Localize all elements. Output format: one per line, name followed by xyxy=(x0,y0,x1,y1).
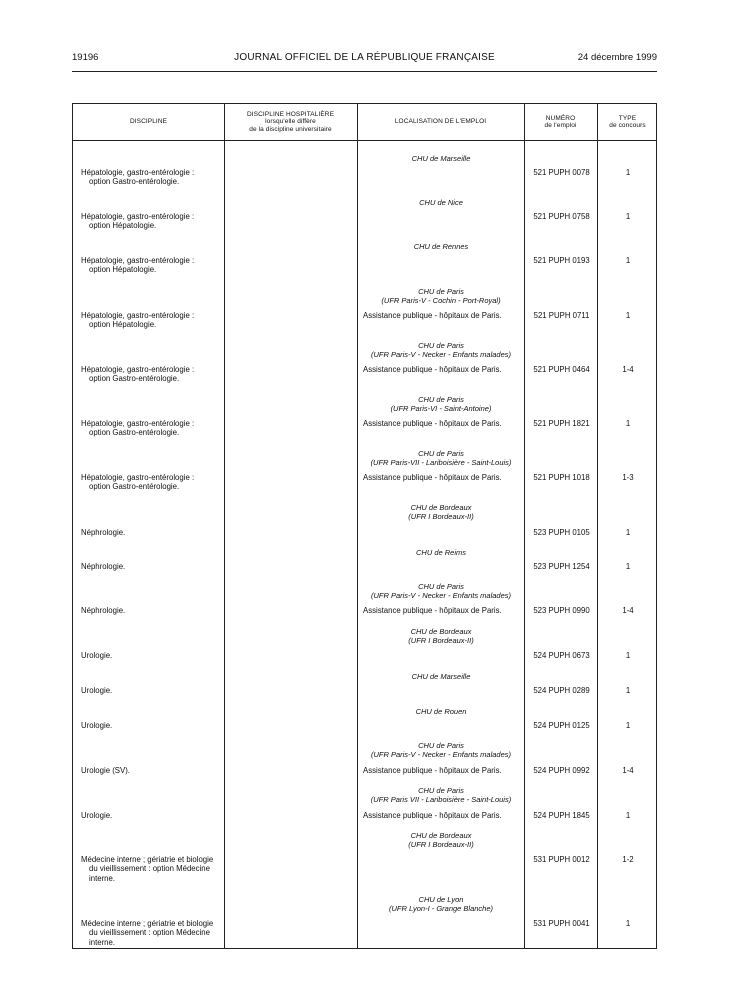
disc1-text: Néphrologie. xyxy=(81,528,126,537)
competition-type xyxy=(598,606,658,615)
loc2-text: (UFR Paris-V - Cochin - Port-Royal) xyxy=(381,296,501,305)
type-text: 1 xyxy=(625,811,631,820)
num-text: 531 PUPH 0012 xyxy=(533,855,590,864)
discipline-cell xyxy=(81,562,225,571)
localisation-heading xyxy=(358,503,524,521)
competition-type xyxy=(598,365,658,374)
discipline-cell xyxy=(81,528,225,537)
disc1-text: Néphrologie. xyxy=(81,606,126,615)
loc2-text: (UFR Paris-VI - Saint-Antoine) xyxy=(390,404,492,413)
loc2-text: (UFR Paris-VII - Lariboisière - Saint-Louis) xyxy=(370,458,512,467)
discipline-cell xyxy=(81,919,225,947)
loc1-text: CHU de Paris xyxy=(418,449,464,458)
num-text: 523 PUPH 0105 xyxy=(533,528,590,537)
discipline-cell xyxy=(81,855,225,883)
discipline-cell xyxy=(81,256,225,275)
loc2-text: (UFR Paris VII - Lariboisière - Saint-Louis) xyxy=(370,795,512,804)
localisation-body xyxy=(363,766,525,775)
job-number xyxy=(525,528,598,537)
job-number xyxy=(525,855,598,864)
column-header-type: TYPE de concours xyxy=(609,114,646,129)
job-number xyxy=(525,365,598,374)
localisation-heading xyxy=(358,198,524,207)
competition-type xyxy=(598,212,658,221)
loc1-text: CHU de Paris xyxy=(418,287,464,296)
localisation-heading xyxy=(358,741,524,759)
disc1-text: Urologie. xyxy=(81,686,113,695)
loc1-text: CHU de Marseille xyxy=(411,672,471,681)
localisation-heading xyxy=(358,582,524,600)
localisation-body xyxy=(363,473,525,482)
page-number: 19196 xyxy=(72,52,99,63)
job-number xyxy=(525,168,598,177)
disc1-text: Hépatologie, gastro-entérologie : xyxy=(81,365,195,374)
localisation-heading xyxy=(358,449,524,467)
loc1-text: CHU de Marseille xyxy=(411,154,471,163)
localisation-body xyxy=(363,811,525,820)
localisation-heading xyxy=(358,707,524,716)
job-number xyxy=(525,919,598,928)
loc1-text: CHU de Nice xyxy=(419,198,463,207)
disc2-text: option Gastro-entérologie. xyxy=(89,428,180,438)
column-divider xyxy=(357,104,358,948)
discipline-cell xyxy=(81,811,225,820)
page-header xyxy=(72,52,657,68)
job-number xyxy=(525,606,598,615)
loc1-text: CHU de Rennes xyxy=(413,242,469,251)
loc1-text: CHU de Lyon xyxy=(418,895,464,904)
positions-table xyxy=(72,103,657,949)
num-text: 521 PUPH 0758 xyxy=(533,212,590,221)
type-text: 1 xyxy=(625,256,631,265)
job-number xyxy=(525,811,598,820)
type-text: 1-2 xyxy=(622,855,634,864)
loc1-text: CHU de Paris xyxy=(418,741,464,750)
disc2-text: option Hépatologie. xyxy=(89,221,157,231)
localisation-heading xyxy=(358,895,524,913)
loc2-text: (UFR Lyon-I - Grange Blanche) xyxy=(388,904,494,913)
job-number xyxy=(525,651,598,660)
num-text: 521 PUPH 0193 xyxy=(533,256,590,265)
body-text: Assistance publique - hôpitaux de Paris. xyxy=(363,606,502,615)
discipline-cell xyxy=(81,766,225,775)
loc2-text: (UFR I Bordeaux-II) xyxy=(408,512,474,521)
type-text: 1-4 xyxy=(622,365,634,374)
disc2-text: option Hépatologie. xyxy=(89,320,157,330)
body-text: Assistance publique - hôpitaux de Paris. xyxy=(363,766,502,775)
competition-type xyxy=(598,721,658,730)
discipline-cell xyxy=(81,212,225,231)
body-text: Assistance publique - hôpitaux de Paris. xyxy=(363,473,502,482)
type-text: 1 xyxy=(625,419,631,428)
disc2-text: option Gastro-entérologie. xyxy=(89,374,180,384)
job-number xyxy=(525,212,598,221)
localisation-heading xyxy=(358,627,524,645)
discipline-cell xyxy=(81,168,225,187)
loc1-text: CHU de Paris xyxy=(418,582,464,591)
competition-type xyxy=(598,811,658,820)
type-text: 1-4 xyxy=(622,606,634,615)
body-text: Assistance publique - hôpitaux de Paris. xyxy=(363,311,502,320)
num-text: 524 PUPH 0289 xyxy=(533,686,590,695)
localisation-heading xyxy=(358,548,524,557)
job-number xyxy=(525,311,598,320)
column-header-discipline-hospitaliere: DISCIPLINE HOSPITALIÈRE lorsqu'elle diffère de la discipline universitaire xyxy=(246,110,335,133)
competition-type xyxy=(598,919,658,928)
column-divider xyxy=(524,104,525,948)
job-number xyxy=(525,419,598,428)
localisation-body xyxy=(363,419,525,428)
body-text: Assistance publique - hôpitaux de Paris. xyxy=(363,419,502,428)
disc3-text: interne. xyxy=(89,937,116,947)
job-number xyxy=(525,256,598,265)
localisation-body xyxy=(363,311,525,320)
disc2-text: option Gastro-entérologie. xyxy=(89,177,180,187)
type-text: 1 xyxy=(625,311,631,320)
type-text: 1-4 xyxy=(622,766,634,775)
disc1-text: Urologie. xyxy=(81,721,113,730)
disc1-text: Urologie. xyxy=(81,811,113,820)
num-text: 523 PUPH 1254 xyxy=(533,562,590,571)
header-rule xyxy=(72,71,657,72)
num-text: 524 PUPH 0125 xyxy=(533,721,590,730)
disc1-text: Hépatologie, gastro-entérologie : xyxy=(81,419,195,428)
competition-type xyxy=(598,419,658,428)
competition-type xyxy=(598,766,658,775)
type-text: 1 xyxy=(625,168,631,177)
localisation-heading xyxy=(358,341,524,359)
column-divider xyxy=(597,104,598,948)
loc1-text: CHU de Paris xyxy=(418,786,464,795)
job-number xyxy=(525,686,598,695)
discipline-cell xyxy=(81,473,225,492)
localisation-heading xyxy=(358,786,524,804)
localisation-heading xyxy=(358,672,524,681)
body-text: Assistance publique - hôpitaux de Paris. xyxy=(363,811,502,820)
type-text: 1 xyxy=(625,528,631,537)
num-text: 521 PUPH 1821 xyxy=(533,419,590,428)
disc1-text: Hépatologie, gastro-entérologie : xyxy=(81,473,195,482)
type-text: 1 xyxy=(625,651,631,660)
job-number xyxy=(525,562,598,571)
discipline-cell xyxy=(81,365,225,384)
job-number xyxy=(525,766,598,775)
disc1-text: Hépatologie, gastro-entérologie : xyxy=(81,256,195,265)
num-text: 524 PUPH 1845 xyxy=(533,811,590,820)
num-text: 523 PUPH 0990 xyxy=(533,606,590,615)
disc2-text: du vieillissement : option Médecine xyxy=(89,928,210,938)
competition-type xyxy=(598,651,658,660)
type-text: 1 xyxy=(625,919,631,928)
disc2-text: option Gastro-entérologie. xyxy=(89,482,180,492)
num-text: 524 PUPH 0673 xyxy=(533,651,590,660)
loc1-text: CHU de Rouen xyxy=(415,707,467,716)
disc2-text: option Hépatologie. xyxy=(89,265,157,275)
competition-type xyxy=(598,311,658,320)
type-text: 1 xyxy=(625,686,631,695)
disc3-text: interne. xyxy=(89,873,116,883)
discipline-cell xyxy=(81,311,225,330)
discipline-cell xyxy=(81,419,225,438)
competition-type xyxy=(598,256,658,265)
competition-type xyxy=(598,562,658,571)
disc2-text: du vieillissement : option Médecine xyxy=(89,864,210,874)
column-header-discipline: DISCIPLINE xyxy=(129,118,168,126)
competition-type xyxy=(598,473,658,482)
discipline-cell xyxy=(81,606,225,615)
num-text: 521 PUPH 1018 xyxy=(533,473,590,482)
disc1-text: Néphrologie. xyxy=(81,562,126,571)
loc1-text: CHU de Paris xyxy=(418,341,464,350)
body-text: Assistance publique - hôpitaux de Paris. xyxy=(363,365,502,374)
discipline-cell xyxy=(81,686,225,695)
loc1-text: CHU de Bordeaux xyxy=(410,627,472,636)
num-text: 531 PUPH 0041 xyxy=(533,919,590,928)
disc1-text: Médecine interne ; gériatrie et biologie xyxy=(81,919,214,928)
localisation-heading xyxy=(358,242,524,251)
journal-title: JOURNAL OFFICIEL DE LA RÉPUBLIQUE FRANÇAISE xyxy=(234,52,495,63)
localisation-heading xyxy=(358,831,524,849)
disc1-text: Urologie. xyxy=(81,651,113,660)
publication-date: 24 décembre 1999 xyxy=(577,52,657,63)
competition-type xyxy=(598,168,658,177)
type-text: 1 xyxy=(625,212,631,221)
loc2-text: (UFR I Bordeaux-II) xyxy=(408,840,474,849)
localisation-body xyxy=(363,606,525,615)
discipline-cell xyxy=(81,651,225,660)
loc1-text: CHU de Bordeaux xyxy=(410,503,472,512)
competition-type xyxy=(598,686,658,695)
loc2-text: (UFR Paris-V - Necker - Enfants malades) xyxy=(370,750,512,759)
competition-type xyxy=(598,855,658,864)
loc2-text: (UFR Paris-V - Necker - Enfants malades) xyxy=(370,350,512,359)
job-number xyxy=(525,473,598,482)
loc1-text: CHU de Reims xyxy=(415,548,466,557)
num-text: 521 PUPH 0711 xyxy=(533,311,590,320)
loc2-text: (UFR Paris-V - Necker - Enfants malades) xyxy=(370,591,512,600)
disc1-text: Urologie (SV). xyxy=(81,766,130,775)
type-text: 1-3 xyxy=(622,473,634,482)
disc1-text: Hépatologie, gastro-entérologie : xyxy=(81,212,195,221)
loc1-text: CHU de Paris xyxy=(418,395,464,404)
disc1-text: Médecine interne ; gériatrie et biologie xyxy=(81,855,214,864)
loc1-text: CHU de Bordeaux xyxy=(410,831,472,840)
header-divider xyxy=(73,140,656,141)
num-text: 521 PUPH 0078 xyxy=(533,168,590,177)
localisation-heading xyxy=(358,287,524,305)
loc2-text: (UFR I Bordeaux-II) xyxy=(408,636,474,645)
type-text: 1 xyxy=(625,721,631,730)
column-header-numero: NUMÉRO de l'emploi xyxy=(544,114,577,129)
localisation-heading xyxy=(358,395,524,413)
discipline-cell xyxy=(81,721,225,730)
disc1-text: Hépatologie, gastro-entérologie : xyxy=(81,168,195,177)
num-text: 524 PUPH 0992 xyxy=(533,766,590,775)
type-text: 1 xyxy=(625,562,631,571)
competition-type xyxy=(598,528,658,537)
localisation-heading xyxy=(358,154,524,163)
disc1-text: Hépatologie, gastro-entérologie : xyxy=(81,311,195,320)
column-header-localisation: LOCALISATION DE L'EMPLOI xyxy=(394,118,487,126)
num-text: 521 PUPH 0464 xyxy=(533,365,590,374)
job-number xyxy=(525,721,598,730)
localisation-body xyxy=(363,365,525,374)
